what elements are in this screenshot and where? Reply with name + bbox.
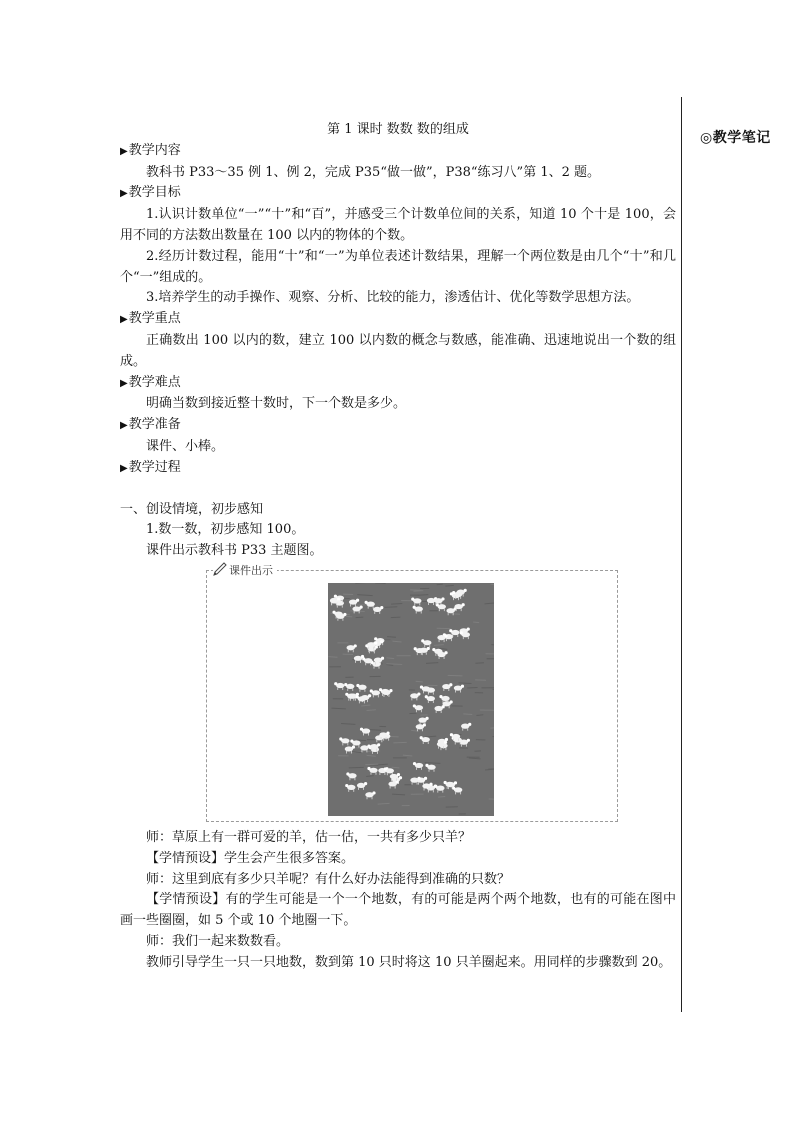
triangle-bullet-icon: ▶ (120, 145, 128, 157)
section-heading (120, 183, 676, 205)
dialogue-line: 师：草原上有一群可爱的羊，估一估，一共有多少只羊？ (146, 829, 472, 845)
process-step-title: 一、创设情境，初步感知 (120, 501, 264, 517)
dialogue-line: 师：这里到底有多少只羊呢？有什么好办法能得到准确的只数？ (146, 871, 511, 887)
section-paragraph: 1.认识计数单位“一”“十”和“百”，并感受三个计数单位间的关系，知道 10 个十是 100，会用不同的方法数出数量在 100 以内的物体的个数。 (120, 207, 676, 243)
section-heading-text: 教学目标 (128, 185, 181, 201)
section-heading-text: 教学准备 (128, 417, 181, 433)
section-heading-text: 教学过程 (128, 459, 181, 475)
step-intro-line: 课件出示教科书 P33 主题图。 (146, 543, 323, 559)
section-paragraph: 3.培养学生的动手操作、观察、分析、比较的能力，渗透估计、优化等数学思想方法。 (146, 290, 640, 306)
dialogue-container (120, 828, 676, 974)
triangle-bullet-icon: ▶ (120, 188, 128, 200)
section-paragraph: 正确数出 100 以内的数，建立 100 以内数的概念与数感，能准确、迅速地说出一个数的组成。 (120, 332, 676, 369)
section-heading (120, 373, 676, 395)
triangle-bullet-icon: ▶ (120, 420, 128, 432)
triangle-bullet-icon: ▶ (120, 314, 128, 326)
margin-divider-line (681, 97, 682, 1012)
blank-line (120, 480, 676, 500)
section-heading (120, 309, 676, 331)
section-paragraph: 课件、小棒。 (146, 438, 225, 454)
courseware-frame (206, 563, 618, 822)
triangle-bullet-icon: ▶ (120, 377, 128, 389)
courseware-tab (213, 561, 277, 582)
lesson-content (120, 118, 676, 974)
lesson-title: 第 1 课时 数数 数的组成 (327, 122, 469, 137)
dialogue-line: 教师引导学生一只一只地数，数到第 10 只时将这 10 只羊圈起来。用同样的步骤数到 20。 (146, 954, 672, 970)
dialogue-line: 【学情预设】学生会产生很多答案。 (146, 850, 355, 866)
courseware-tab-label: 课件出示 (229, 563, 273, 577)
section-heading-text: 教学重点 (128, 311, 181, 327)
pencil-icon (213, 562, 227, 576)
sheep-herd-image (328, 583, 494, 816)
section-paragraph: 2.经历计数过程，能用“十”和“一”为单位表述计数结果，理解一个两位数是由几个“十”和几个“一”组成的。 (120, 248, 676, 285)
section-heading-text: 教学难点 (128, 374, 181, 390)
section-paragraph: 明确当数到接近整十数时，下一个数是多少。 (146, 396, 407, 412)
section-heading (120, 141, 676, 163)
step-intro-line: 1.数一数，初步感知 100。 (146, 522, 305, 538)
dialogue-line: 【学情预设】有的学生可能是一个一个地数，有的可能是两个两个地数，也有的可能在图中画一些圈圈，如 5 个或 10 个地圈一下。 (120, 892, 676, 929)
teaching-notes-label: ◎教学笔记 (700, 130, 771, 146)
section-paragraph: 教科书 P33～35 例 1、例 2，完成 P35“做一做”，P38“练习八”第 1、2 题。 (146, 164, 601, 180)
dialogue-line: 师：我们一起来数数看。 (146, 933, 290, 949)
section-heading (120, 458, 676, 480)
section-heading-text: 教学内容 (128, 142, 181, 158)
triangle-bullet-icon: ▶ (120, 462, 128, 474)
section-heading (120, 415, 676, 437)
sections-container (120, 141, 676, 480)
